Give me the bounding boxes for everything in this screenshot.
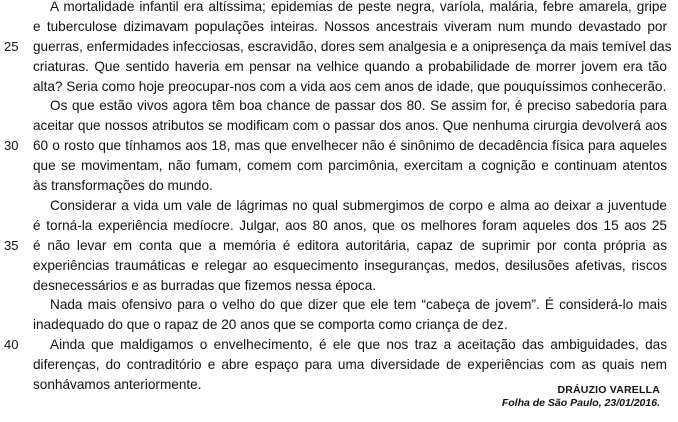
text-line: Considerar a vida um vale de lágrimas no qual submergimos de corpo e alma ao deixar a juventude bbox=[50, 198, 667, 213]
text-line: alta? Seria como hoje preocupar-nos com a vida aos cem anos de idade, que pouquíssimos conhecerão. bbox=[33, 79, 667, 94]
text-line: diferenças, do contraditório e abre espaço para uma diversidade de experiências com as quais nem bbox=[33, 357, 667, 372]
line-number: 40 bbox=[4, 337, 19, 352]
source-citation: Folha de São Paulo, 23/01/2016. bbox=[501, 397, 660, 409]
line-number: 25 bbox=[4, 39, 19, 54]
text-line: aceitar que nossos atributos se modificam com o passar dos anos. Que nenhuma cirurgia devolverá aos bbox=[33, 118, 667, 133]
text-line: e tuberculose dizimavam populações inteiras. Nossos ancestrais viveram num mundo devastado por bbox=[33, 19, 667, 34]
text-line: é não levar em conta que a memória é editora autoritária, capaz de suprimir por conta própria as bbox=[33, 238, 667, 253]
text-line: sonhávamos anteriormente. bbox=[33, 377, 202, 392]
text-line: Nada mais ofensivo para o velho do que dizer que ele tem “cabeça de jovem”. É considerá-lo mais bbox=[50, 297, 667, 312]
text-line: A mortalidade infantil era altíssima; epidemias de peste negra, varíola, malária, febre amarela, gripe bbox=[50, 0, 667, 14]
text-line: criaturas. Que sentido haveria em pensar na velhice quando a probabilidade de morrer jovem era tão bbox=[33, 59, 667, 74]
text-line: guerras, enfermidades infecciosas, escravidão, dores sem analgesia e a onipresença da mais temível das bbox=[33, 39, 672, 54]
text-line: Os que estão vivos agora têm boa chance de passar dos 80. Se assim for, é preciso sabedoria para bbox=[50, 98, 667, 113]
text-line: experiências traumáticas e relegar ao esquecimento inseguranças, medos, desilusões afetivas, riscos bbox=[33, 258, 667, 273]
text-line: inadequado do que o rapaz de 20 anos que se comporta como criança de dez. bbox=[33, 317, 508, 332]
text-line: às transformações do mundo. bbox=[33, 178, 213, 193]
text-line: 60 o rosto que tínhamos aos 18, mas que envelhecer não é sinônimo de decadência física para aqueles bbox=[33, 138, 667, 153]
text-line: desnecessários e as burradas que fizemos nessa época. bbox=[33, 278, 377, 293]
text-line: Ainda que maldigamos o envelhecimento, é ele que nos traz a aceitação das ambiguidades, das bbox=[50, 337, 667, 352]
line-number: 30 bbox=[4, 138, 19, 153]
text-line: que se movimentam, não fumam, comem com parcimônia, exercitam a cognição e continuam atentos bbox=[33, 158, 667, 173]
line-number: 35 bbox=[4, 238, 19, 253]
author-name: DRÁUZIO VARELLA bbox=[557, 384, 660, 396]
text-line: é torná-la experiência medíocre. Julgar, aos 80 anos, que os melhores foram aqueles dos 15 aos 25 bbox=[33, 218, 667, 233]
